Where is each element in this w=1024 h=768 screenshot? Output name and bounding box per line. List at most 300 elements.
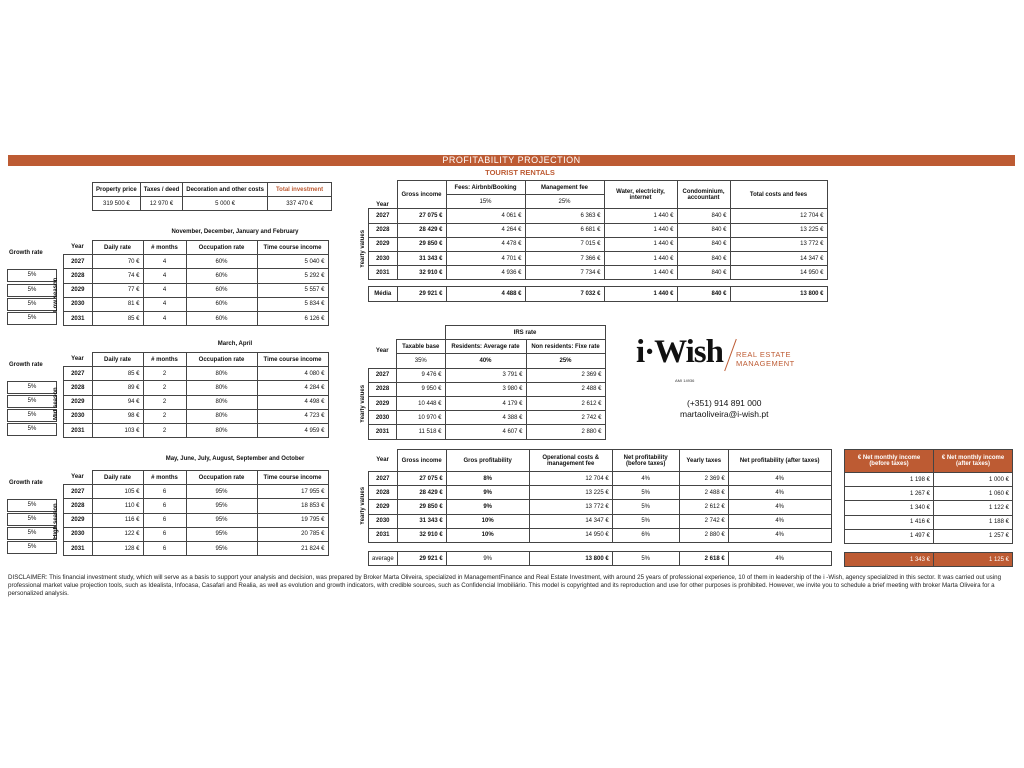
net-before-cell: 5% (612, 514, 679, 528)
gross-cell: 32 910 € (397, 528, 446, 542)
avg-cell: 1 440 € (604, 287, 677, 301)
avg-label: Média (369, 287, 398, 301)
rate-cell: 105 € (92, 485, 143, 499)
header-cell: Occupation rate (186, 353, 257, 367)
income-cell: 20 785 € (257, 527, 328, 541)
nonresident-cell: 2 488 € (526, 382, 605, 396)
header-cell: Daily rate (92, 353, 143, 367)
year-cell: 2031 (369, 266, 398, 280)
table-row (845, 515, 1013, 529)
rate-cell: 74 € (92, 269, 143, 283)
header-cell: Total investment (267, 183, 331, 197)
table-row (64, 485, 329, 499)
fees-cell: 4 264 € (446, 223, 525, 237)
header-cell: Time course income (257, 471, 328, 485)
header-cell: Management fee (525, 181, 604, 195)
page-subtitle: TOURIST RENTALS (485, 168, 555, 177)
growth-rate-label: Growth rate (9, 362, 43, 368)
contact-block (680, 398, 768, 420)
occupation-cell: 80% (186, 367, 257, 381)
pct-cell: 25% (525, 195, 604, 209)
taxable-cell: 9 476 € (397, 368, 446, 382)
utilities-cell: 1 440 € (604, 266, 677, 280)
taxes-cell: 2 880 € (679, 528, 728, 542)
taxable-cell: 10 970 € (397, 411, 446, 425)
year-cell: 2028 (369, 223, 398, 237)
nonresident-cell: 2 742 € (526, 411, 605, 425)
table-row (369, 251, 828, 265)
after-tax-cell: 1 122 € (934, 501, 1013, 515)
table-row (369, 237, 828, 251)
after-tax-cell: 1 188 € (934, 515, 1013, 529)
table-row (369, 500, 832, 514)
ami-license: AMI 14936 (675, 378, 695, 383)
header-cell: Year (71, 474, 84, 481)
mid-season-table (63, 352, 329, 438)
total-cell: 13 225 € (730, 223, 827, 237)
before-tax-cell: 1 267 € (845, 487, 934, 501)
months-cell: 6 (143, 541, 186, 555)
months-cell: 2 (143, 409, 186, 423)
header-cell: Non residents: Fixe rate (526, 340, 605, 354)
header-cell: Year (71, 356, 84, 363)
occupation-cell: 80% (186, 423, 257, 437)
fees-cell: 4 701 € (446, 251, 525, 265)
occupation-cell: 80% (186, 409, 257, 423)
table-row (845, 529, 1013, 543)
taxable-cell: 10 448 € (397, 396, 446, 410)
nonresident-cell: 2 880 € (526, 425, 605, 439)
value-cell: 12 970 € (140, 197, 183, 211)
occupation-cell: 95% (186, 499, 257, 513)
income-cell: 17 955 € (257, 485, 328, 499)
growth-rate-cell: 5% (7, 527, 57, 540)
header-cell: Condominium, accountant (677, 181, 730, 209)
costs-table (368, 180, 828, 302)
months-cell: 6 (143, 485, 186, 499)
year-cell: 2027 (64, 255, 93, 269)
table-row (64, 381, 329, 395)
after-tax-cell: 1 000 € (934, 473, 1013, 487)
condo-cell: 840 € (677, 251, 730, 265)
header-cell: Year (376, 202, 389, 209)
header-cell: Daily rate (92, 471, 143, 485)
header-cell: Occupation rate (186, 241, 257, 255)
mgmt-cell: 6 681 € (525, 223, 604, 237)
taxable-cell: 9 950 € (397, 382, 446, 396)
header-cell: Residents: Average rate (445, 340, 526, 354)
table-row (369, 411, 606, 425)
gross-profit-cell: 9% (446, 486, 529, 500)
net-after-cell: 4% (728, 528, 831, 542)
average-row (845, 552, 1013, 566)
header-cell: Time course income (257, 353, 328, 367)
year-cell: 2029 (369, 500, 398, 514)
season-label: High season (53, 503, 59, 539)
pct-cell: 40% (445, 354, 526, 368)
year-cell: 2029 (369, 396, 397, 410)
gross-cell: 28 429 € (397, 223, 446, 237)
table-row (369, 528, 832, 542)
occupation-cell: 60% (186, 311, 257, 325)
net-after-cell: 4% (728, 514, 831, 528)
taxes-cell: 2 488 € (679, 486, 728, 500)
occupation-cell: 95% (186, 513, 257, 527)
growth-rate-cell: 5% (7, 499, 57, 512)
iwish-logo: i·Wish (636, 334, 723, 370)
header-cell: Net profitability (after taxes) (728, 450, 831, 472)
rate-cell: 85 € (92, 311, 143, 325)
year-cell: 2029 (64, 513, 93, 527)
occupation-cell: 95% (186, 485, 257, 499)
avg-cell: 1 343 € (845, 552, 934, 566)
mid-season-period: March, April (217, 341, 253, 347)
income-cell: 5 040 € (257, 255, 328, 269)
gross-cell: 31 343 € (397, 514, 446, 528)
gross-profit-cell: 10% (446, 528, 529, 542)
income-cell: 4 723 € (257, 409, 328, 423)
avg-cell: 1 125 € (934, 552, 1013, 566)
total-cell: 13 772 € (730, 237, 827, 251)
season-label: Mid season (53, 387, 59, 421)
income-cell: 4 959 € (257, 423, 328, 437)
year-cell: 2028 (369, 486, 398, 500)
income-cell: 5 292 € (257, 269, 328, 283)
table-row (64, 409, 329, 423)
condo-cell: 840 € (677, 237, 730, 251)
header-cell: Gros profitability (446, 450, 529, 472)
months-cell: 2 (143, 423, 186, 437)
mgmt-cell: 7 366 € (525, 251, 604, 265)
table-row (64, 367, 329, 381)
high-season-table (63, 470, 329, 556)
table-row (369, 514, 832, 528)
year-cell: 2027 (369, 472, 398, 486)
year-cell: 2028 (369, 382, 397, 396)
income-cell: 19 795 € (257, 513, 328, 527)
page-title: PROFITABILITY PROJECTION (8, 155, 1015, 166)
taxes-cell: 2 369 € (679, 472, 728, 486)
value-cell: 337 470 € (267, 197, 331, 211)
year-cell: 2031 (64, 541, 93, 555)
total-cell: 14 347 € (730, 251, 827, 265)
year-cell: 2028 (64, 381, 93, 395)
header-cell: Taxes / deed (140, 183, 183, 197)
yearly-values-label: Yearly values (360, 486, 366, 526)
header-cell: Time course income (257, 241, 328, 255)
utilities-cell: 1 440 € (604, 209, 677, 223)
year-cell: 2029 (369, 237, 398, 251)
total-cell: 12 704 € (730, 209, 827, 223)
after-tax-cell: 1 060 € (934, 487, 1013, 501)
table-row (64, 297, 329, 311)
year-cell: 2030 (369, 251, 398, 265)
mgmt-cell: 6 363 € (525, 209, 604, 223)
resident-cell: 3 980 € (445, 382, 526, 396)
gross-cell: 27 075 € (397, 472, 446, 486)
header-cell: Operational costs & management fee (529, 450, 612, 472)
after-tax-cell: 1 257 € (934, 529, 1013, 543)
year-cell: 2030 (64, 527, 93, 541)
income-cell: 5 557 € (257, 283, 328, 297)
income-cell: 5 834 € (257, 297, 328, 311)
taxable-cell: 11 518 € (397, 425, 446, 439)
gross-cell: 32 910 € (397, 266, 446, 280)
growth-rate-cell: 5% (7, 409, 57, 422)
value-cell: 319 500 € (93, 197, 141, 211)
table-row (369, 472, 832, 486)
rate-cell: 89 € (92, 381, 143, 395)
table-row (369, 209, 828, 223)
months-cell: 6 (143, 499, 186, 513)
table-row (64, 499, 329, 513)
gross-cell: 31 343 € (397, 251, 446, 265)
header-cell: Year (375, 347, 389, 354)
gross-cell: 29 850 € (397, 500, 446, 514)
resident-cell: 3 791 € (445, 368, 526, 382)
occupation-cell: 60% (186, 283, 257, 297)
growth-rate-cell: 5% (7, 395, 57, 408)
irs-table (368, 325, 606, 440)
average-row (369, 551, 832, 565)
avg-cell: 5% (612, 551, 679, 565)
year-cell: 2031 (369, 528, 398, 542)
nonresident-cell: 2 612 € (526, 396, 605, 410)
year-cell: 2027 (369, 368, 397, 382)
income-cell: 21 824 € (257, 541, 328, 555)
header-cell: Gross income (397, 450, 446, 472)
months-cell: 4 (143, 311, 186, 325)
header-cell: Total costs and fees (730, 181, 827, 209)
low-season-period: November, December, January and February (171, 229, 299, 235)
year-cell: 2030 (369, 411, 397, 425)
growth-rate-cell: 5% (7, 312, 57, 325)
before-tax-cell: 1 416 € (845, 515, 934, 529)
avg-label: average (369, 551, 398, 565)
rate-cell: 110 € (92, 499, 143, 513)
table-row (845, 473, 1013, 487)
condo-cell: 840 € (677, 266, 730, 280)
header-cell: Year (376, 457, 389, 464)
occupation-cell: 60% (186, 297, 257, 311)
avg-cell: 840 € (677, 287, 730, 301)
investment-table (92, 182, 332, 211)
header-cell: Year (71, 244, 84, 251)
net-before-cell: 5% (612, 500, 679, 514)
value-cell: 5 000 € (183, 197, 268, 211)
net-after-cell: 4% (728, 486, 831, 500)
growth-rate-cell: 5% (7, 423, 57, 436)
pct-cell: 15% (446, 195, 525, 209)
utilities-cell: 1 440 € (604, 223, 677, 237)
high-season-period: May, June, July, August, September and October (165, 456, 305, 462)
season-label: Low season (53, 277, 59, 313)
header-cell: Yearly taxes (679, 450, 728, 472)
rate-cell: 81 € (92, 297, 143, 311)
table-row (64, 527, 329, 541)
table-row (64, 541, 329, 555)
table-row (369, 382, 606, 396)
before-tax-cell: 1 340 € (845, 501, 934, 515)
months-cell: 2 (143, 381, 186, 395)
table-row (64, 395, 329, 409)
net-before-cell: 4% (612, 472, 679, 486)
opcost-cell: 14 950 € (529, 528, 612, 542)
year-cell: 2031 (369, 425, 397, 439)
year-cell: 2031 (64, 311, 93, 325)
rate-cell: 122 € (92, 527, 143, 541)
yearly-values-label: Yearly values (360, 229, 366, 269)
header-cell: Fees: Airbnb/Booking (446, 181, 525, 195)
nonresident-cell: 2 369 € (526, 368, 605, 382)
mgmt-cell: 7 734 € (525, 266, 604, 280)
table-row (64, 283, 329, 297)
occupation-cell: 80% (186, 381, 257, 395)
irs-title: IRS rate (445, 326, 605, 340)
rate-cell: 103 € (92, 423, 143, 437)
rate-cell: 98 € (92, 409, 143, 423)
growth-rate-cell: 5% (7, 298, 57, 311)
growth-rate-cell: 5% (7, 284, 57, 297)
table-row (369, 266, 828, 280)
header-cell: Daily rate (92, 241, 143, 255)
condo-cell: 840 € (677, 223, 730, 237)
months-cell: 2 (143, 395, 186, 409)
income-cell: 4 080 € (257, 367, 328, 381)
year-cell: 2029 (64, 395, 93, 409)
logo-tagline (736, 350, 795, 368)
growth-rate-label: Growth rate (9, 250, 43, 256)
income-cell: 4 284 € (257, 381, 328, 395)
net-after-cell: 4% (728, 472, 831, 486)
taxes-cell: 2 612 € (679, 500, 728, 514)
logo-tagline-line: MANAGEMENT (736, 359, 795, 368)
rate-cell: 94 € (92, 395, 143, 409)
low-season-table (63, 240, 329, 326)
fees-cell: 4 936 € (446, 266, 525, 280)
header-cell: Net profitability (before taxes) (612, 450, 679, 472)
year-cell: 2027 (369, 209, 398, 223)
gross-profit-cell: 10% (446, 514, 529, 528)
disclaimer: DISCLAIMER: This financial investment study, which will serve as a basis to support your analysis and decision, was prepared by Broker Marta Oliveira, specialized in ManagementFinance and Real Estate Investment, with around 25 years of professional experience, 10 of them in leadership of the i -Wish, agency specialized in this sector. It was carried out using professional market value projection tools, such as Idealista, Infocasa, Casafari and Realia, as well as evolution and growth indicators, with credible sources, such as Confidencial Imobiliário. This model is copyrighted and its reproduction and use for other purposes is prohibited. However, we invite you to schedule a brief meeting with broker Marta Oliveira for a personalized analysis. (8, 574, 1002, 598)
pct-cell: 25% (526, 354, 605, 368)
fees-cell: 4 061 € (446, 209, 525, 223)
table-row (64, 269, 329, 283)
pct-cell: 35% (397, 354, 446, 368)
table-row (845, 487, 1013, 501)
opcost-cell: 14 347 € (529, 514, 612, 528)
growth-rate-label: Growth rate (9, 480, 43, 486)
table-row (64, 255, 329, 269)
opcost-cell: 13 225 € (529, 486, 612, 500)
growth-rate-cell: 5% (7, 513, 57, 526)
mgmt-cell: 7 015 € (525, 237, 604, 251)
rate-cell: 77 € (92, 283, 143, 297)
avg-cell: 13 800 € (529, 551, 612, 565)
rate-cell: 128 € (92, 541, 143, 555)
growth-rate-cell: 5% (7, 541, 57, 554)
header-cell: Water, electricity, internet (604, 181, 677, 209)
opcost-cell: 12 704 € (529, 472, 612, 486)
resident-cell: 4 179 € (445, 396, 526, 410)
table-row (369, 396, 606, 410)
table-row (64, 311, 329, 325)
utilities-cell: 1 440 € (604, 251, 677, 265)
logo-divider (724, 339, 736, 371)
rate-cell: 116 € (92, 513, 143, 527)
months-cell: 6 (143, 513, 186, 527)
year-cell: 2030 (64, 409, 93, 423)
year-cell: 2031 (64, 423, 93, 437)
header-cell: € Net monthly income (after taxes) (934, 450, 1013, 473)
average-row (369, 287, 828, 301)
net-before-cell: 6% (612, 528, 679, 542)
months-cell: 2 (143, 367, 186, 381)
email-address: martaoliveira@i-wish.pt (680, 409, 769, 419)
before-tax-cell: 1 497 € (845, 529, 934, 543)
header-cell: Taxable base (397, 340, 446, 354)
rate-cell: 85 € (92, 367, 143, 381)
year-cell: 2030 (64, 297, 93, 311)
resident-cell: 4 607 € (445, 425, 526, 439)
table-row (369, 486, 832, 500)
table-row (64, 513, 329, 527)
year-cell: 2029 (64, 283, 93, 297)
total-cell: 14 950 € (730, 266, 827, 280)
months-cell: 6 (143, 527, 186, 541)
table-row (369, 368, 606, 382)
monthly-income-table (844, 449, 1013, 567)
year-cell: 2027 (64, 485, 93, 499)
income-cell: 6 126 € (257, 311, 328, 325)
gross-cell: 28 429 € (397, 486, 446, 500)
table-row (845, 501, 1013, 515)
avg-cell: 2 618 € (679, 551, 728, 565)
avg-cell: 4 488 € (446, 287, 525, 301)
avg-cell: 13 800 € (730, 287, 827, 301)
profitability-table (368, 449, 832, 566)
occupation-cell: 80% (186, 395, 257, 409)
header-cell: € Net monthly income (before taxes) (845, 450, 934, 473)
table-row (64, 423, 329, 437)
opcost-cell: 13 772 € (529, 500, 612, 514)
year-cell: 2027 (64, 367, 93, 381)
utilities-cell: 1 440 € (604, 237, 677, 251)
header-cell: # months (143, 353, 186, 367)
header-cell: Gross income (397, 181, 446, 209)
months-cell: 4 (143, 297, 186, 311)
gross-profit-cell: 9% (446, 500, 529, 514)
occupation-cell: 95% (186, 541, 257, 555)
header-cell: # months (143, 241, 186, 255)
header-cell: Decoration and other costs (183, 183, 268, 197)
net-before-cell: 5% (612, 486, 679, 500)
table-row (369, 425, 606, 439)
header-cell: Property price (93, 183, 141, 197)
year-cell: 2028 (64, 499, 93, 513)
occupation-cell: 60% (186, 255, 257, 269)
phone-number: (+351) 914 891 000 (687, 398, 762, 408)
table-row (369, 223, 828, 237)
avg-cell: 29 921 € (397, 287, 446, 301)
resident-cell: 4 388 € (445, 411, 526, 425)
growth-rate-cell: 5% (7, 269, 57, 282)
logo-tagline-line: REAL ESTATE (736, 350, 791, 359)
year-cell: 2030 (369, 514, 398, 528)
yearly-values-label: Yearly values (360, 384, 366, 424)
gross-cell: 29 850 € (397, 237, 446, 251)
gross-cell: 27 075 € (397, 209, 446, 223)
